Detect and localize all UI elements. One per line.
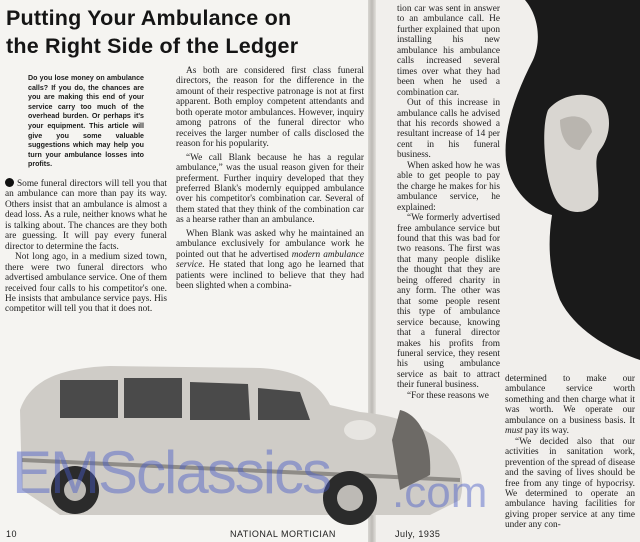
- issue-date: July, 1935: [395, 529, 441, 539]
- column-4: [505, 374, 635, 531]
- man-on-telephone-photo: [506, 0, 640, 360]
- page-number: 10: [6, 529, 18, 539]
- paragraph: “We decided also that our activities in sanitation work, prevention of the spread of disease and the saving of lives should be free from any tinge of hypocrisy. We determined to operate an ambulance having facilities for giving proper service at any time under any con-: [505, 436, 635, 531]
- text: He stated that long ago he learned that patients were inclined to believe that they had been slighted when a combina-: [176, 260, 364, 292]
- article-title: [6, 4, 298, 60]
- text: When Blank was asked why he maintained an ambulance exclusively for ambulance work he pointed out that he advertised: [176, 228, 364, 260]
- paragraph: As both are considered first class funeral directors, the reason for the difference in the amount of their respective patronage is not at first apparent. Both employ competent attendants and both operate motor ambulances. However, inquiry among patrons of the funeral director who receives the larger number of calls disclosed the reason for his popularity.: [176, 66, 364, 150]
- paragraph: When asked how he was able to get people to pay the charge he makes for his ambulance service, he explained:: [397, 160, 500, 213]
- paragraph: “We formerly advertised free ambulance service but found that this was bad for two reasons. The first was that many people dislike the thought that they are being offered charity in any form. The other was that some people resent this type of ambulance service because, knowing that a funeral director makes his profits from funeral service, they resent his using ambulance service as bait to attract their funeral business.: [397, 213, 500, 391]
- magazine-name: NATIONAL MORTICIAN: [230, 529, 336, 539]
- title-line-2: the Right Side of the Ledger: [6, 34, 299, 58]
- text: pay its way.: [522, 426, 569, 437]
- column-3: [397, 4, 500, 401]
- watermark-suffix: .com: [392, 468, 488, 517]
- column-2: [176, 66, 364, 292]
- bullet-icon: [5, 178, 14, 187]
- paragraph: “For these reasons we: [407, 390, 489, 401]
- title-line-1: Putting Your Ambulance on: [6, 6, 292, 30]
- paragraph: “We call Blank because he has a regular ambulance,” was the usual reason given for their preferment. Further inquiry developed that they preferred Blank's modernly equipped ambulance over his competitor's combination car. Several of them stated that they think of the combination car as a hearse rather than an ambulance.: [176, 152, 364, 226]
- watermark: EMSclassics: [12, 439, 331, 506]
- paragraph: Out of this increase in ambulance calls he advised that his records showed a resultant increase of 14 per cent in his funeral business.: [397, 98, 500, 161]
- italic-text: must: [505, 426, 523, 437]
- paragraph: [176, 229, 364, 292]
- paragraph: [505, 374, 635, 437]
- paragraph: Some funeral directors will tell you that an ambulance can more than pay its way. Others insist that an ambulance is almost a dead loss. As a rule, neither knows what he is talking about. The chances are they both are guessing. It will pay every funeral director to determine the facts.: [5, 179, 167, 252]
- intro-blurb: Do you lose money on ambulance calls? If you do, the chances are you are making this end of your service carry too much of the overhead burden. Or perhaps it's your equipment. This article will give you some valuable suggestions which may help you turn your ambulance losses into profits.: [28, 74, 144, 169]
- text: determined to make our ambulance service worth something and then charge what it was worth. We operate our ambulance on a business basis. It: [505, 374, 635, 426]
- italic-text: modern ambulance service.: [176, 249, 364, 271]
- paragraph: Not long ago, in a medium sized town, there were two funeral directors who advertised ambulance service. One of them received four calls to his competitor's one. He insists that ambulance service pays. His competitor will tell you that it does not.: [5, 252, 167, 315]
- paragraph: tion car was sent in answer to an ambulance call. He further explained that upon installing his new ambulance his ambulance calls increased several times over what they had been when he used a combination car.: [397, 4, 500, 98]
- column-1: [5, 178, 167, 315]
